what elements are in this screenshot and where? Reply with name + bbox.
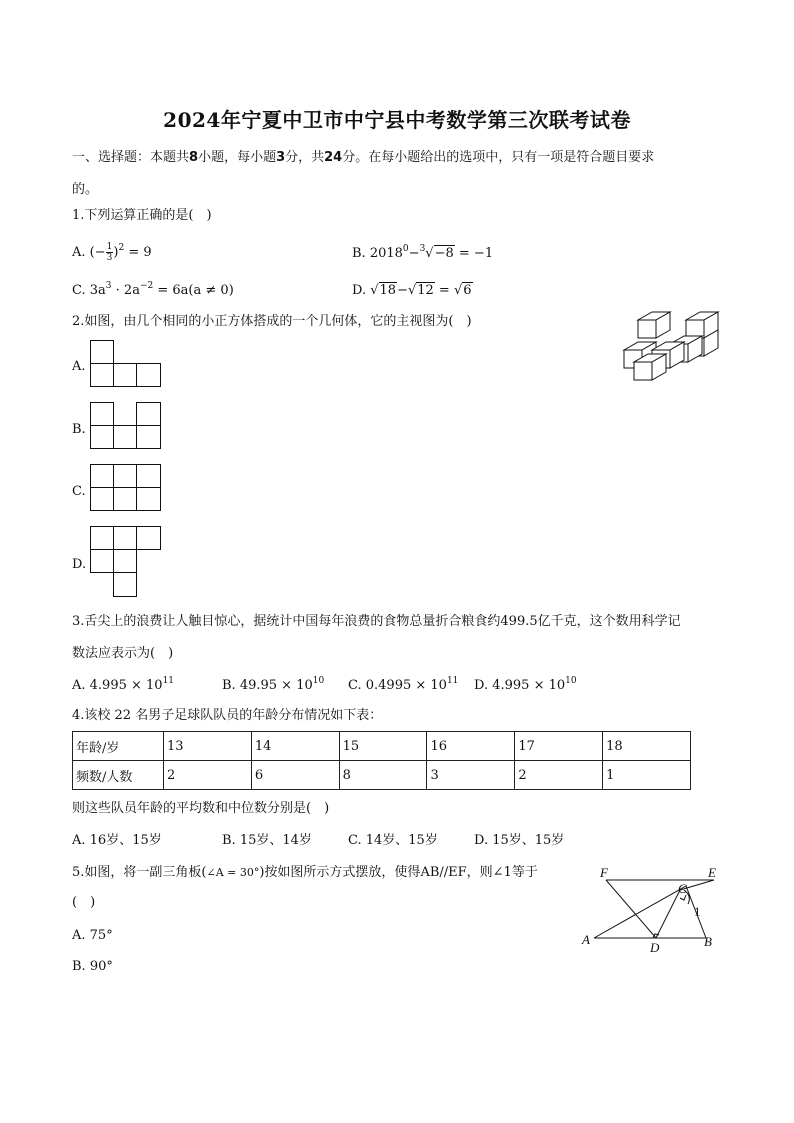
label-d: D: [650, 940, 660, 955]
page-title: 2024年宁夏中卫市中宁县中考数学第三次联考试卷: [163, 108, 631, 132]
q3-option-d[interactable]: D. $4.995 \times 10^{10}$: [474, 676, 577, 693]
table-cell: 15: [339, 732, 427, 761]
q4-option-b[interactable]: B. 15岁、14岁: [222, 833, 312, 848]
q2-option-d-figure[interactable]: [90, 526, 162, 598]
label-angle-1: 1: [694, 904, 701, 919]
age-distribution-table: [72, 731, 691, 790]
q2-option-a-figure[interactable]: [90, 340, 162, 388]
q2-option-c-label[interactable]: C.: [72, 484, 86, 499]
q3-stem-line2: 数法应表示为( ): [72, 646, 174, 661]
table-cell: 1: [603, 761, 691, 790]
q4-question: 则这些队员年龄的平均数和中位数分别是( ): [72, 801, 330, 816]
q2-option-a-label[interactable]: A.: [72, 359, 86, 374]
label-a: A: [582, 932, 590, 947]
q4-option-a[interactable]: A. 16岁、15岁: [72, 833, 162, 848]
section-instructions-line2: 的。: [72, 182, 99, 197]
q2-option-b-figure[interactable]: [90, 402, 162, 450]
q1-stem: 1.下列运算正确的是( ): [72, 208, 212, 223]
label-c: C: [678, 881, 687, 896]
q4-stem: 4.该校 22 名男子足球队队员的年龄分布情况如下表：: [72, 708, 383, 723]
q5-paren: ( ): [72, 895, 96, 910]
q1-option-d[interactable]: D. √18−√12 = √6: [352, 283, 472, 298]
section-mid2: 分，共: [285, 150, 325, 165]
table-header-cell: 年龄/岁: [73, 732, 164, 761]
q4-option-c[interactable]: C. 14岁、15岁: [348, 833, 438, 848]
table-cell: 3: [427, 761, 515, 790]
q2-option-d-label[interactable]: D.: [72, 557, 87, 572]
label-e: E: [708, 865, 716, 880]
q4-option-d[interactable]: D. 15岁、15岁: [474, 833, 565, 848]
q5-stem: 5.如图，将一副三角板(∠A = 30°)按如图所示方式摆放，使得AB//EF，则∠1等于: [72, 865, 538, 880]
q1-option-a[interactable]: A. (− $\frac{1}{3}$ )$^2$ = 9: [72, 242, 152, 263]
table-cell: 18: [603, 732, 691, 761]
table-cell: 13: [164, 732, 252, 761]
section-suffix: 分。在每小题给出的选项中，只有一项是符合题目要求: [342, 150, 655, 165]
table-row: [73, 732, 691, 761]
table-cell: 16: [427, 732, 515, 761]
table-cell: 8: [339, 761, 427, 790]
label-b: B: [704, 934, 712, 949]
table-header-cell: 频数/人数: [73, 761, 164, 790]
label-f: F: [600, 865, 608, 880]
q3-option-a[interactable]: A. $4.995 \times 10^{11}$: [72, 676, 175, 693]
table-cell: 14: [251, 732, 339, 761]
triangle-plates-figure: [580, 864, 725, 956]
q3-option-c[interactable]: C. $0.4995 \times 10^{11}$: [348, 676, 459, 693]
table-cell: 2: [515, 761, 603, 790]
q3-stem-line1: 3.舌尖上的浪费让人触目惊心，据统计中国每年浪费的食物总量折合粮食约499.5亿千克，这个数用科学记: [72, 614, 681, 629]
points-each: 3: [276, 150, 286, 165]
cube-solid-figure: [618, 306, 722, 388]
q5-option-a[interactable]: A. 75°: [72, 928, 113, 943]
table-cell: 2: [164, 761, 252, 790]
table-row: [73, 761, 691, 790]
section-instructions: [72, 146, 654, 165]
section-prefix: 一、选择题：本题共: [72, 150, 190, 165]
q2-option-b-label[interactable]: B.: [72, 422, 86, 437]
points-total: 24: [324, 150, 343, 165]
table-cell: 6: [251, 761, 339, 790]
q1-option-c[interactable]: C. $3a^3 \cdot 2a^{-2} = 6a(a \ne 0)$: [72, 281, 234, 298]
q2-option-c-figure[interactable]: [90, 464, 162, 512]
section-mid1: 小题，每小题: [198, 150, 277, 165]
q5-option-b[interactable]: B. 90°: [72, 959, 113, 974]
q1-option-b[interactable]: B. $2018^0-^3√-8 = -1$: [352, 244, 494, 261]
q3-option-b[interactable]: B. $49.95 \times 10^{10}$: [222, 676, 325, 693]
question-count: 8: [189, 150, 199, 165]
q2-stem: 2.如图，由几个相同的小正方体搭成的一个几何体，它的主视图为( ): [72, 314, 472, 329]
table-cell: 17: [515, 732, 603, 761]
